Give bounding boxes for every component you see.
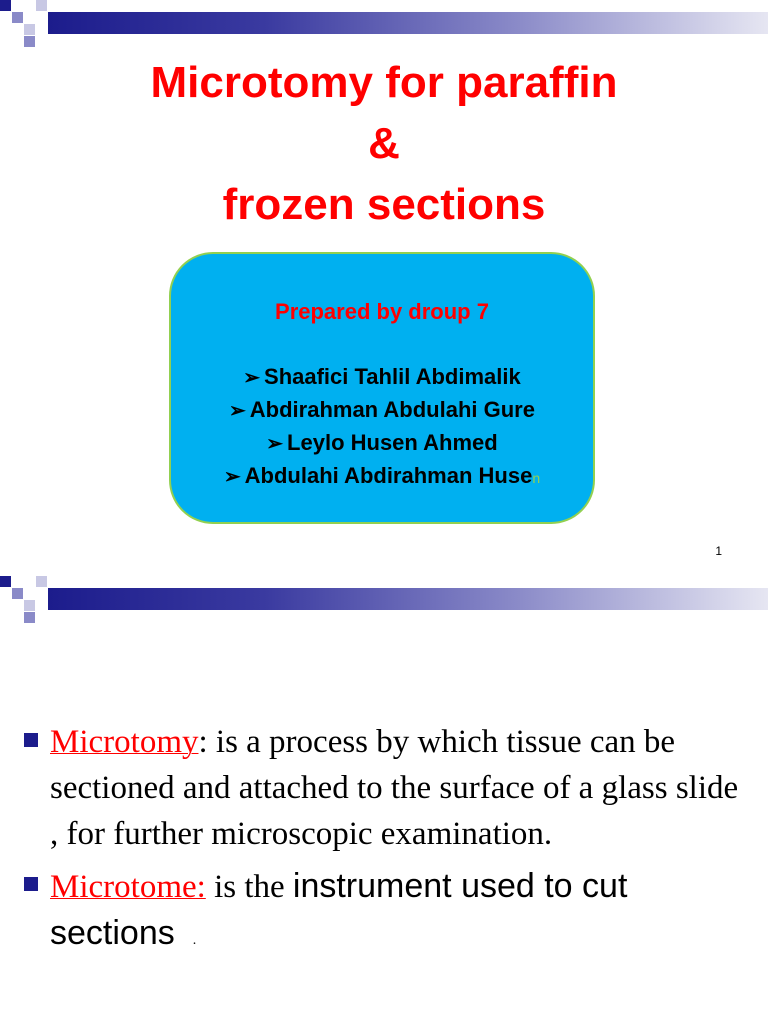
decor-square	[36, 576, 47, 587]
member-name: Abdirahman Abdulahi Gure	[249, 397, 535, 422]
title-line-3: frozen sections	[222, 180, 546, 229]
square-bullet-icon	[24, 733, 38, 747]
member-item	[171, 427, 593, 460]
decor-square	[24, 612, 35, 623]
prepared-by-label: Prepared by droup 7	[275, 299, 489, 324]
decor-square	[12, 12, 23, 23]
arrow-bullet-icon: ➢	[223, 466, 241, 488]
definition-slide	[0, 576, 768, 1024]
arrow-bullet-icon: ➢	[229, 400, 246, 422]
decor-square	[36, 0, 47, 11]
member-item	[171, 460, 593, 494]
term-microtomy: Microtomy	[50, 724, 199, 760]
member-item	[171, 361, 593, 394]
arrow-bullet-icon: ➢	[243, 367, 261, 389]
decor-square	[12, 588, 23, 599]
definition-text: is the	[205, 869, 293, 905]
header-gradient-bar	[48, 588, 768, 610]
definition-text: : is a process by which tissue can be sectioned and attached to the surface of a glass slide , for further microscopic examination.	[50, 724, 739, 852]
page-number: 1	[715, 544, 722, 558]
member-name-tail: n	[532, 470, 541, 486]
header-gradient-bar	[48, 12, 768, 34]
member-name: Shaafici Tahlil Abdimalik	[264, 364, 521, 389]
definition-text-sans: instrument used to cut sections	[50, 867, 628, 952]
decor-square	[24, 36, 35, 47]
decor-square	[24, 24, 35, 35]
member-name: Leylo Husen Ahmed	[287, 430, 498, 455]
bullet-microtome	[18, 863, 748, 964]
term-microtome: Microtome:	[50, 869, 206, 905]
header-decoration	[0, 0, 768, 50]
trailing-dot: .	[192, 933, 197, 948]
member-item	[171, 394, 593, 427]
decor-square	[24, 600, 35, 611]
slide-title	[0, 52, 768, 235]
authors-box	[169, 252, 595, 524]
decor-square	[0, 576, 11, 587]
decor-square	[0, 0, 11, 11]
title-line-1: Microtomy for paraffin	[150, 58, 618, 107]
definitions	[18, 719, 748, 970]
members-list	[171, 361, 593, 494]
bullet-microtomy	[18, 719, 748, 857]
header-decoration	[0, 576, 768, 626]
arrow-bullet-icon: ➢	[266, 433, 284, 455]
member-name: Abdulahi Abdirahman Huse	[244, 463, 533, 488]
square-bullet-icon	[24, 877, 38, 891]
title-line-2: &	[368, 119, 400, 168]
